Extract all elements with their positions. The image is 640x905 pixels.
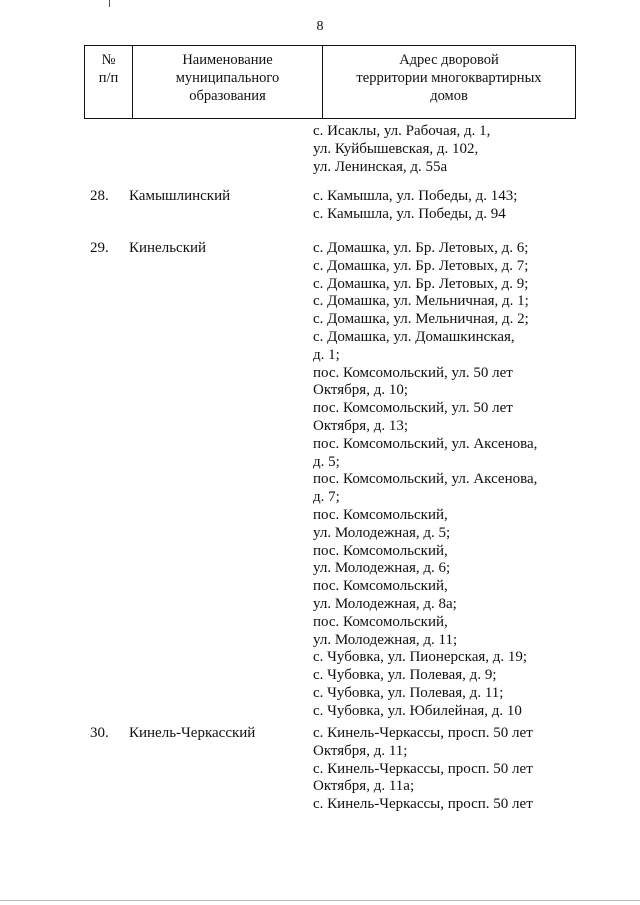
address-line: с. Камышла, ул. Победы, д. 94 <box>313 205 506 222</box>
row-number: 28. <box>90 188 109 204</box>
address-line: Октября, д. 11; <box>313 742 408 759</box>
row-number: 29. <box>90 240 109 256</box>
header-number-column <box>85 46 133 119</box>
address-line: Октября, д. 10; <box>313 382 409 399</box>
address-line: с. Чубовка, ул. Полевая, д. 9; <box>313 667 497 684</box>
scan-mark <box>109 0 110 7</box>
address-list <box>313 725 563 814</box>
address-line: с. Исаклы, ул. Рабочая, д. 1, <box>313 123 491 139</box>
address-line: с. Домашка, ул. Домашкинская, <box>313 328 515 345</box>
address-line: ул. Ленинская, д. 55а <box>313 158 448 175</box>
address-line: пос. Комсомольский, ул. Аксенова, <box>313 435 538 452</box>
address-line: с. Кинель-Черкассы, просп. 50 лет <box>313 760 533 777</box>
header-municipality-column <box>133 46 323 119</box>
address-list <box>313 123 563 176</box>
header-text: образования <box>189 88 266 104</box>
address-line: д. 7; <box>313 489 340 506</box>
address-line: пос. Комсомольский, ул. 50 лет <box>313 400 513 417</box>
address-line: ул. Молодежная, д. 6; <box>313 560 451 577</box>
address-line: ул. Молодежная, д. 11; <box>313 631 458 648</box>
address-line: д. 5; <box>313 453 340 470</box>
address-line: с. Чубовка, ул. Юбилейная, д. 10 <box>313 702 522 719</box>
address-line: д. 1; <box>313 346 340 363</box>
address-line: Октября, д. 11а; <box>313 778 415 795</box>
table-header <box>84 45 576 119</box>
address-line: с. Домашка, ул. Бр. Летовых, д. 6; <box>313 240 529 256</box>
municipality-name: Кинель-Черкасский <box>129 725 256 741</box>
address-line: пос. Комсомольский, ул. 50 лет <box>313 364 513 381</box>
municipality-name: Камышлинский <box>129 188 231 204</box>
address-line: пос. Комсомольский, <box>313 542 448 559</box>
address-line: пос. Комсомольский, <box>313 578 448 595</box>
address-line: с. Чубовка, ул. Пионерская, д. 19; <box>313 649 528 666</box>
scan-mark <box>0 900 640 901</box>
address-line: с. Кинель-Черкассы, просп. 50 лет <box>313 725 533 741</box>
address-line: Октября, д. 13; <box>313 417 409 434</box>
address-line: с. Чубовка, ул. Полевая, д. 11; <box>313 684 504 701</box>
header-text: № <box>101 52 116 68</box>
header-text: территории многоквартирных <box>356 70 542 86</box>
address-line: с. Кинель-Черкассы, просп. 50 лет <box>313 796 533 813</box>
address-line: пос. Комсомольский, ул. Аксенова, <box>313 471 538 488</box>
address-line: ул. Куйбышевская, д. 102, <box>313 140 479 157</box>
header-text: домов <box>430 88 468 104</box>
address-line: с. Домашка, ул. Бр. Летовых, д. 9; <box>313 275 529 292</box>
header-text: Наименование <box>182 52 273 68</box>
municipality-name: Кинельский <box>129 240 207 256</box>
row-number: 30. <box>90 725 109 741</box>
address-list <box>313 188 563 224</box>
address-line: ул. Молодежная, д. 5; <box>313 524 451 541</box>
header-text: Адрес дворовой <box>399 52 499 68</box>
address-line: пос. Комсомольский, <box>313 506 448 523</box>
address-list <box>313 240 563 721</box>
header-address-column <box>323 46 576 119</box>
header-text: п/п <box>98 70 119 86</box>
address-line: ул. Молодежная, д. 8а; <box>313 595 457 612</box>
address-line: с. Домашка, ул. Бр. Летовых, д. 7; <box>313 257 529 274</box>
page-number: 8 <box>316 19 324 34</box>
address-line: пос. Комсомольский, <box>313 613 448 630</box>
address-line: с. Камышла, ул. Победы, д. 143; <box>313 188 518 204</box>
address-line: с. Домашка, ул. Мельничная, д. 2; <box>313 311 529 328</box>
address-line: с. Домашка, ул. Мельничная, д. 1; <box>313 293 529 310</box>
header-text: муниципального <box>175 70 280 86</box>
